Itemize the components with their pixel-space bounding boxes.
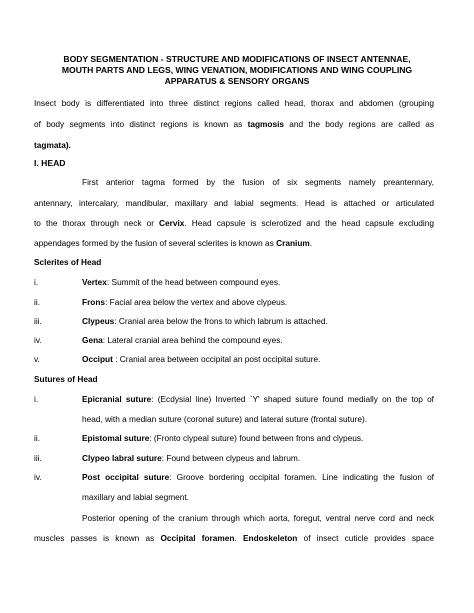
suture-text: : (Ecdysial line) Inverted `Y' shaped suture found medially on the top of <box>151 394 434 404</box>
document-title-line-1: BODY SEGMENTATION - STRUCTURE AND MODIFICATIONS OF INSECT ANTENNAE, <box>63 54 411 64</box>
term-occipital-foramen: Occipital foramen <box>160 533 235 543</box>
sclerite-item-gena <box>82 335 283 345</box>
section-heading-head: I. HEAD <box>34 158 66 168</box>
suture-item-epicranial-cont: head, with a median suture (coronal suture) and lateral suture (frontal suture). <box>82 414 368 424</box>
final-para-text: of insect cuticle provides space <box>297 533 434 543</box>
list-number: iv. <box>34 472 42 482</box>
sclerite-term: Frons <box>82 297 106 307</box>
head-para-text: appendages formed by the fusion of several sclerites is known as <box>34 238 277 248</box>
sclerite-text: : Lateral cranial area behind the compound eyes. <box>102 335 283 345</box>
head-term-cranium: Cranium <box>276 238 310 248</box>
list-number: ii. <box>34 297 40 307</box>
head-para-line-1: First anterior tagma formed by the fusion of six segments namely preantennary, <box>82 177 434 187</box>
suture-term: Epicranial suture <box>82 394 152 404</box>
sclerite-item-occiput <box>82 354 320 364</box>
list-number: ii. <box>34 433 40 443</box>
list-number: v. <box>34 354 40 364</box>
intro-term-tagmosis: tagmosis <box>247 119 285 129</box>
list-number: iv. <box>34 335 42 345</box>
intro-text: of body segments into distinct regions is known as <box>34 119 248 129</box>
intro-line-2 <box>34 119 434 129</box>
term-endoskeleton: Endoskeleton <box>242 533 298 543</box>
intro-text: and the body regions are called as <box>284 119 435 129</box>
document-title-line-3: APPARATUS & SENSORY ORGANS <box>164 76 310 86</box>
sclerite-term: Vertex <box>82 277 107 287</box>
final-para-line-2 <box>34 533 434 543</box>
suture-term: Post occipital suture <box>82 472 170 482</box>
sclerite-text: : Cranial area between occipital an post occipital suture. <box>112 354 321 364</box>
suture-item-epicranial <box>82 394 434 404</box>
final-para-text: muscles passes is known as <box>34 533 161 543</box>
final-para-line-1: Posterior opening of the cranium through which aorta, foregut, ventral nerve cord and neck <box>82 513 434 523</box>
suture-item-epistomal <box>82 433 363 443</box>
sclerite-text: : Facial area below the vertex and above clypeus. <box>105 297 288 307</box>
suture-item-post-occipital-cont: maxillary and labial segment. <box>82 492 189 502</box>
list-number: iii. <box>34 453 42 463</box>
head-para-text: . <box>309 238 313 248</box>
sclerite-item-vertex <box>82 277 280 287</box>
suture-text: : Groove bordering occipital foramen. Line indicating the fusion of <box>169 472 434 482</box>
suture-item-clypeo-labral <box>82 453 300 463</box>
suture-text: : (Fronto clypeal suture) found between frons and clypeus. <box>149 433 364 443</box>
head-para-text: . Head capsule is sclerotized and the head capsule excluding <box>184 218 434 228</box>
sclerite-item-clypeus <box>82 316 328 326</box>
list-number: i. <box>34 277 39 287</box>
intro-line-1: Insect body is differentiated into three distinct regions called head, thorax and abdomen (grouping <box>34 98 434 108</box>
sclerite-text: : Cranial area below the frons to which labrum is attached. <box>114 316 328 326</box>
head-para-text: to the thorax through neck or <box>34 218 160 228</box>
list-number: iii. <box>34 316 42 326</box>
suture-term: Epistomal suture <box>82 433 150 443</box>
sclerite-term: Gena <box>82 335 103 345</box>
sclerites-heading: Sclerites of Head <box>34 257 102 267</box>
head-term-cervix: Cervix <box>159 218 185 228</box>
suture-term: Clypeo labral suture <box>82 453 162 463</box>
sclerite-term: Occiput <box>82 354 113 364</box>
head-para-line-2: antennary, intercalary, mandibular, maxillary and labial segments. Head is attached or articulated <box>34 198 434 208</box>
document-title-line-2: MOUTH PARTS AND LEGS, WING VENATION, MODIFICATIONS AND WING COUPLING <box>61 65 413 75</box>
suture-item-post-occipital <box>82 472 434 482</box>
suture-text: : Found between clypeus and labrum. <box>161 453 301 463</box>
final-para-text: . <box>234 533 243 543</box>
sclerite-text: : Summit of the head between compound eyes. <box>106 277 281 287</box>
head-para-line-3 <box>34 218 434 228</box>
sclerite-term: Clypeus <box>82 316 115 326</box>
intro-line-3: tagmata). <box>34 140 71 150</box>
head-para-line-4 <box>34 238 312 248</box>
list-number: i. <box>34 394 39 404</box>
sutures-heading: Sutures of Head <box>34 374 98 384</box>
sclerite-item-frons <box>82 297 287 307</box>
